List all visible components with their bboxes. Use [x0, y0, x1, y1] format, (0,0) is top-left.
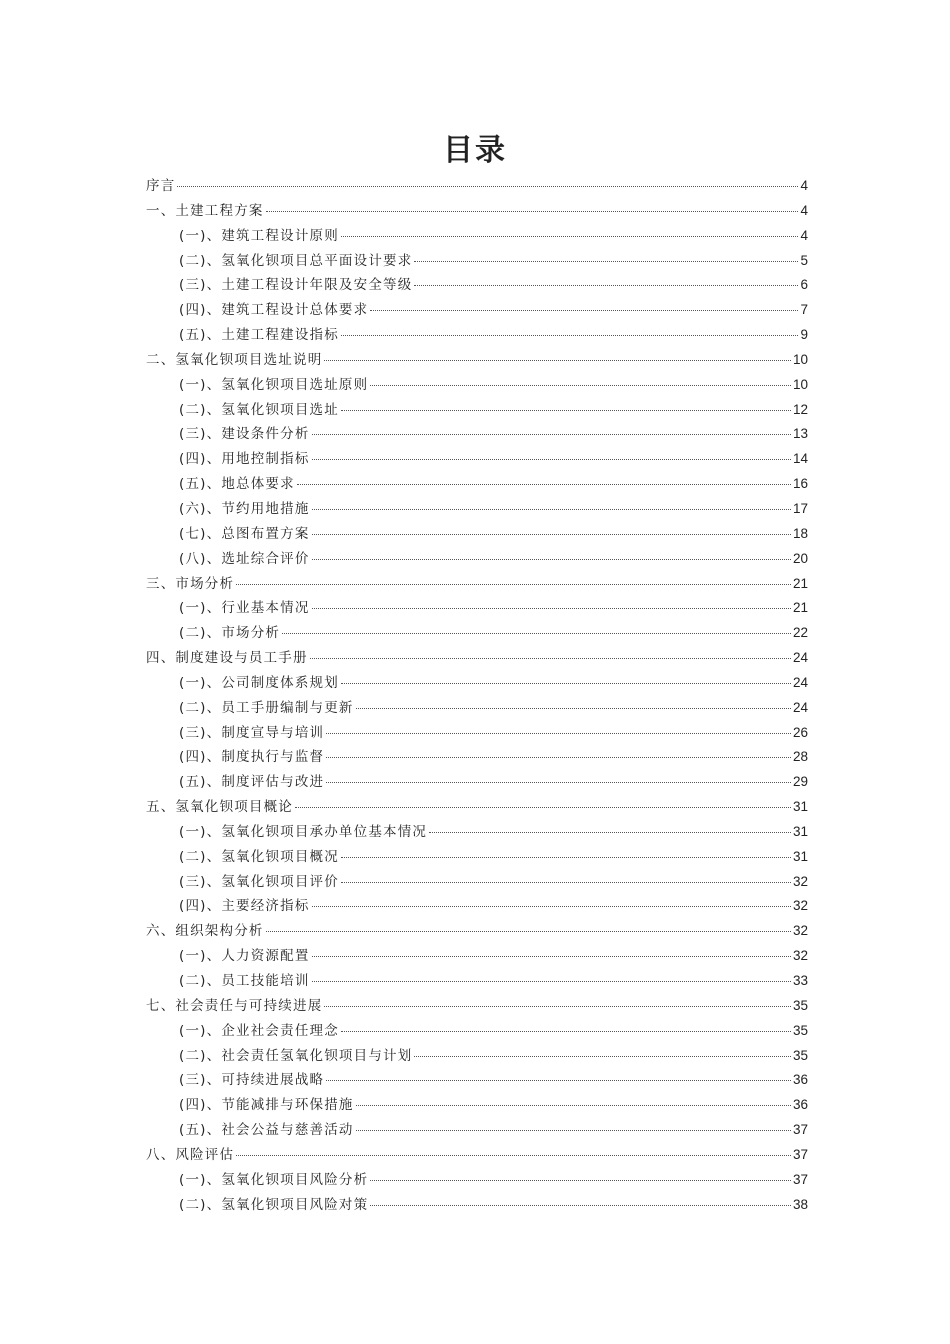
toc-dot-leader [312, 509, 791, 510]
toc-page-number: 37 [792, 1146, 808, 1162]
toc-section-entry[interactable] [146, 273, 808, 298]
toc-chapter-entry[interactable] [146, 994, 808, 1019]
toc-section-entry[interactable] [146, 944, 808, 969]
toc-entry-label: 七、社会责任与可持续进展 [146, 997, 323, 1014]
toc-page-number: 5 [800, 252, 808, 268]
toc-dot-leader [312, 559, 791, 560]
toc-entry-label: (一)、企业社会责任理念 [179, 1022, 339, 1039]
toc-page-number: 38 [792, 1196, 808, 1212]
toc-chapter-entry[interactable] [146, 348, 808, 373]
toc-page-number: 33 [792, 973, 808, 988]
toc-page-number: 6 [800, 277, 808, 293]
toc-page-number: 14 [792, 451, 808, 467]
toc-section-entry[interactable] [146, 224, 808, 249]
toc-section-entry[interactable] [146, 696, 808, 721]
toc-dot-leader [356, 708, 791, 709]
toc-page-number: 10 [792, 351, 808, 367]
toc-section-entry[interactable] [146, 721, 808, 746]
page-title: 目录 [443, 133, 507, 168]
toc-section-entry[interactable] [146, 447, 808, 472]
toc-page-number: 37 [792, 1122, 808, 1138]
table-of-contents [146, 174, 808, 1217]
toc-page-number: 37 [792, 1171, 808, 1187]
toc-dot-leader [266, 931, 791, 932]
toc-entry-label: 一、土建工程方案 [146, 202, 264, 219]
toc-page-number: 24 [792, 699, 808, 715]
toc-dot-leader [282, 633, 791, 634]
toc-dot-leader [312, 534, 791, 535]
toc-entry-label: (五)、地总体要求 [179, 476, 295, 493]
toc-dot-leader [324, 1006, 791, 1007]
toc-section-entry[interactable] [146, 1093, 808, 1118]
toc-page-number: 4 [800, 202, 808, 218]
toc-dot-leader [326, 782, 791, 783]
toc-page-number: 17 [792, 500, 808, 516]
toc-entry-label: 序言 [146, 178, 176, 194]
toc-dot-leader [370, 385, 791, 386]
toc-chapter-entry[interactable] [146, 199, 808, 224]
toc-entry-label: (三)、建设条件分析 [179, 426, 310, 443]
toc-section-entry[interactable] [146, 820, 808, 845]
toc-page-number: 12 [792, 401, 808, 417]
toc-page-number: 24 [792, 650, 808, 666]
toc-entry-label: (一)、行业基本情况 [179, 600, 310, 617]
toc-chapter-entry[interactable] [146, 174, 808, 199]
toc-entry-label: (三)、可持续进展战略 [179, 1072, 325, 1089]
toc-entry-label: (二)、市场分析 [179, 625, 281, 642]
toc-dot-leader [177, 186, 798, 187]
toc-entry-label: (四)、建筑工程设计总体要求 [179, 302, 369, 319]
toc-section-entry[interactable] [146, 522, 808, 547]
toc-entry-label: (一)、氢氧化钡项目选址原则 [179, 376, 369, 393]
toc-section-entry[interactable] [146, 472, 808, 497]
toc-dot-leader [326, 1080, 791, 1081]
toc-page-number: 29 [792, 774, 808, 790]
toc-entry-label: (一)、氢氧化钡项目风险分析 [179, 1171, 369, 1188]
toc-section-entry[interactable] [146, 671, 808, 696]
toc-section-entry[interactable] [146, 1118, 808, 1143]
toc-dot-leader [297, 484, 791, 485]
toc-entry-label: 八、风险评估 [146, 1146, 235, 1163]
toc-page-number: 21 [792, 575, 808, 591]
toc-page-number: 28 [792, 749, 808, 765]
toc-page-number: 32 [792, 923, 808, 939]
toc-dot-leader [429, 832, 791, 833]
toc-page-number: 7 [800, 302, 808, 318]
toc-chapter-entry[interactable] [146, 646, 808, 671]
toc-entry-label: (三)、制度宣导与培训 [179, 724, 325, 741]
toc-page-number: 13 [792, 426, 808, 442]
toc-section-entry[interactable] [146, 422, 808, 447]
toc-entry-label: 五、氢氧化钡项目概论 [146, 799, 293, 816]
toc-section-entry[interactable] [146, 1019, 808, 1044]
toc-page-number: 9 [800, 327, 808, 343]
toc-section-entry[interactable] [146, 249, 808, 274]
toc-entry-label: (一)、建筑工程设计原则 [179, 227, 339, 244]
toc-section-entry[interactable] [146, 547, 808, 572]
toc-chapter-entry[interactable] [146, 572, 808, 597]
toc-page-number: 21 [792, 600, 808, 616]
toc-section-entry[interactable] [146, 1044, 808, 1069]
toc-section-entry[interactable] [146, 1068, 808, 1093]
toc-dot-leader [370, 1180, 791, 1181]
toc-entry-label: (六)、节约用地措施 [179, 500, 310, 517]
toc-page-number: 26 [792, 724, 808, 740]
toc-dot-leader [236, 584, 791, 585]
toc-dot-leader [266, 211, 799, 212]
toc-page-number: 35 [792, 997, 808, 1013]
toc-dot-leader [414, 285, 798, 286]
toc-section-entry[interactable] [146, 373, 808, 398]
toc-dot-leader [312, 459, 791, 460]
toc-entry-label: (二)、员工技能培训 [179, 973, 310, 989]
toc-section-entry[interactable] [146, 745, 808, 770]
toc-dot-leader [312, 956, 791, 957]
toc-dot-leader [341, 683, 791, 684]
toc-dot-leader [312, 608, 791, 609]
toc-entry-label: (二)、氢氧化钡项目总平面设计要求 [179, 252, 413, 269]
toc-section-entry[interactable] [146, 870, 808, 895]
toc-dot-leader [341, 882, 791, 883]
toc-dot-leader [341, 857, 791, 858]
toc-page-number: 31 [792, 799, 808, 815]
toc-dot-leader [370, 1205, 791, 1206]
toc-dot-leader [341, 1031, 791, 1032]
toc-page-number: 10 [792, 376, 808, 392]
toc-section-entry[interactable] [146, 845, 808, 870]
toc-entry-label: (一)、公司制度体系规划 [179, 674, 339, 691]
toc-section-entry[interactable] [146, 1168, 808, 1193]
toc-section-entry[interactable] [146, 621, 808, 646]
toc-dot-leader [326, 757, 791, 758]
toc-section-entry[interactable] [146, 1193, 808, 1218]
toc-page-number: 36 [792, 1097, 808, 1113]
toc-dot-leader [312, 906, 791, 907]
toc-section-entry[interactable] [146, 969, 808, 994]
toc-page-number: 22 [792, 625, 808, 641]
toc-section-entry[interactable] [146, 894, 808, 919]
toc-chapter-entry[interactable] [146, 795, 808, 820]
toc-section-entry[interactable] [146, 770, 808, 795]
toc-page-number: 32 [792, 898, 808, 914]
toc-entry-label: (八)、选址综合评价 [179, 550, 310, 567]
toc-dot-leader [341, 335, 799, 336]
toc-entry-label: (五)、社会公益与慈善活动 [179, 1122, 354, 1139]
toc-page-number: 32 [792, 873, 808, 889]
toc-entry-label: (四)、主要经济指标 [179, 898, 310, 915]
toc-dot-leader [370, 310, 798, 311]
toc-dot-leader [295, 807, 791, 808]
toc-entry-label: (二)、氢氧化钡项目风险对策 [179, 1196, 369, 1213]
toc-page-number: 32 [792, 948, 808, 964]
toc-page-number: 4 [800, 178, 808, 193]
toc-chapter-entry[interactable] [146, 919, 808, 944]
toc-entry-label: (一)、人力资源配置 [179, 948, 310, 965]
toc-page-number: 20 [792, 550, 808, 566]
toc-entry-label: 六、组织架构分析 [146, 923, 264, 940]
toc-page-number: 16 [792, 476, 808, 492]
toc-page-number: 35 [792, 1022, 808, 1038]
toc-dot-leader [414, 261, 798, 262]
toc-page-number: 24 [792, 674, 808, 690]
toc-page-number: 18 [792, 525, 808, 541]
toc-section-entry[interactable] [146, 596, 808, 621]
toc-dot-leader [326, 733, 791, 734]
toc-entry-label: (四)、节能减排与环保措施 [179, 1097, 354, 1114]
toc-dot-leader [312, 434, 791, 435]
toc-section-entry[interactable] [146, 398, 808, 423]
toc-section-entry[interactable] [146, 497, 808, 522]
toc-dot-leader [324, 360, 791, 361]
toc-section-entry[interactable] [146, 298, 808, 323]
toc-page-number: 36 [792, 1072, 808, 1088]
toc-entry-label: (五)、制度评估与改进 [179, 774, 325, 791]
toc-entry-label: (二)、氢氧化钡项目选址 [179, 401, 339, 418]
toc-section-entry[interactable] [146, 323, 808, 348]
toc-entry-label: (二)、氢氧化钡项目概况 [179, 848, 339, 865]
toc-entry-label: (七)、总图布置方案 [179, 525, 310, 542]
toc-entry-label: (四)、制度执行与监督 [179, 749, 325, 766]
toc-dot-leader [312, 981, 791, 982]
toc-page-number: 31 [792, 848, 808, 864]
toc-chapter-entry[interactable] [146, 1143, 808, 1168]
toc-dot-leader [356, 1105, 791, 1106]
toc-dot-leader [310, 658, 791, 659]
toc-entry-label: (四)、用地控制指标 [179, 451, 310, 468]
toc-entry-label: 四、制度建设与员工手册 [146, 650, 308, 667]
toc-entry-label: (三)、土建工程设计年限及安全等级 [179, 277, 413, 294]
toc-entry-label: (三)、氢氧化钡项目评价 [179, 873, 339, 890]
toc-page-number: 35 [792, 1047, 808, 1063]
toc-dot-leader [341, 410, 791, 411]
toc-dot-leader [356, 1130, 791, 1131]
toc-entry-label: 二、氢氧化钡项目选址说明 [146, 351, 323, 368]
toc-entry-label: (五)、土建工程建设指标 [179, 327, 339, 344]
toc-entry-label: (二)、员工手册编制与更新 [179, 699, 354, 716]
toc-entry-label: (一)、氢氧化钡项目承办单位基本情况 [179, 823, 428, 840]
toc-dot-leader [341, 236, 799, 237]
toc-page-number: 4 [800, 227, 808, 243]
toc-entry-label: 三、市场分析 [146, 575, 235, 592]
toc-dot-leader [236, 1155, 791, 1156]
toc-dot-leader [414, 1056, 791, 1057]
toc-page-number: 31 [792, 823, 808, 839]
toc-entry-label: (二)、社会责任氢氧化钡项目与计划 [179, 1047, 413, 1064]
